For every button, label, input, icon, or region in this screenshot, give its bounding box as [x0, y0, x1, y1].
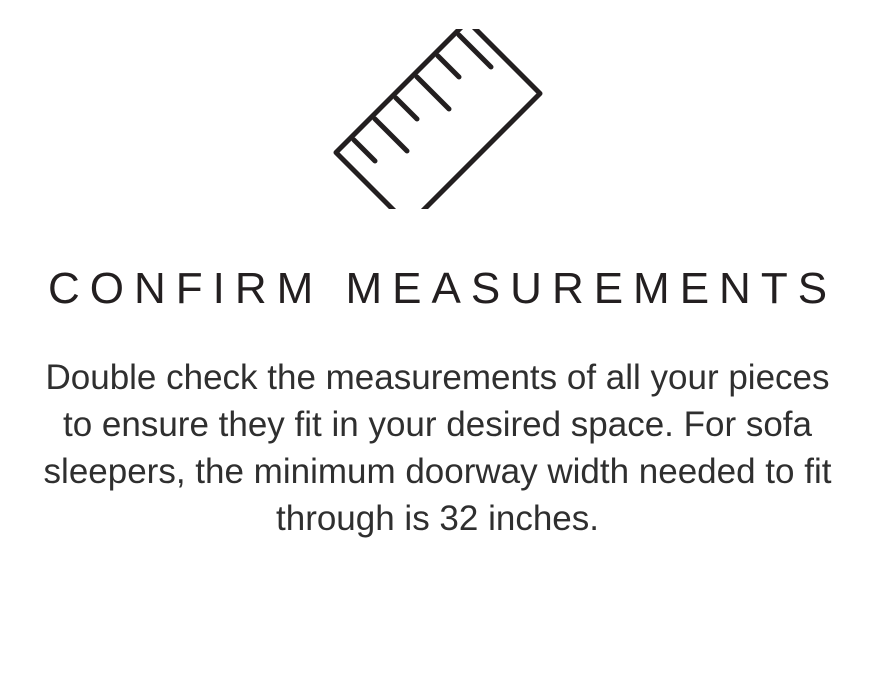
page-title: CONFIRM MEASUREMENTS [47, 264, 838, 313]
ruler-icon-container [0, 26, 875, 211]
ruler-icon [328, 29, 548, 209]
body-text: Double check the measurements of all your pieces to ensure they fit in your desired space. For sofa sleepers, the minimum doorway width needed to fit through is 32 inches. [43, 358, 832, 538]
